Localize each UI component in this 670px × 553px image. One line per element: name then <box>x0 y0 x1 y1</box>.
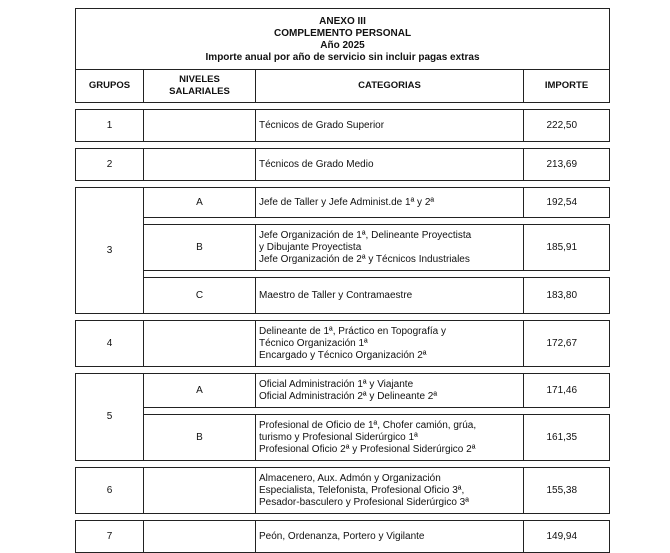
categoria-line: Técnicos de Grado Medio <box>259 158 374 170</box>
header-importe: IMPORTE <box>524 70 610 103</box>
nivel-cell: A <box>144 188 256 218</box>
spacer <box>76 103 610 110</box>
nivel-cell <box>144 521 256 553</box>
table-title <box>76 9 610 70</box>
importe-cell: 192,54 <box>524 188 610 218</box>
nivel-cell <box>144 321 256 367</box>
table-row <box>76 415 610 461</box>
importe-cell: 183,80 <box>524 278 610 314</box>
title-row <box>76 9 610 70</box>
categoria-cell <box>256 521 524 553</box>
importe-cell: 172,67 <box>524 321 610 367</box>
nivel-cell <box>144 468 256 514</box>
grupo-cell: 3 <box>76 188 144 314</box>
importe-cell: 185,91 <box>524 225 610 271</box>
categoria-line: Oficial Administración 1ª y Viajante <box>259 378 414 390</box>
header-niveles-line2: SALARIALES <box>169 86 230 97</box>
table-row <box>76 374 610 408</box>
annex-table-container <box>75 8 609 553</box>
spacer <box>76 514 610 521</box>
categoria-cell <box>256 278 524 314</box>
nivel-cell: B <box>144 225 256 271</box>
grupo-cell: 5 <box>76 374 144 461</box>
table-row <box>76 225 610 271</box>
grupo-cell: 2 <box>76 149 144 181</box>
importe-cell: 149,94 <box>524 521 610 553</box>
grupo-cell: 1 <box>76 110 144 142</box>
categoria-line: Jefe Organización de 2ª y Técnicos Industriales <box>259 253 470 265</box>
categoria-line: Profesional de Oficio de 1ª, Chofer camión, grúa, <box>259 419 477 431</box>
spacer <box>76 367 610 374</box>
categoria-cell <box>256 225 524 271</box>
annex-number: ANEXO III <box>319 16 366 27</box>
categoria-line: Especialista, Telefonista, Profesional Oficio 3ª, <box>259 484 465 496</box>
categoria-line: turismo y Profesional Siderúrgico 1ª <box>259 431 418 443</box>
table-row <box>76 149 610 181</box>
categoria-line: Encargado y Técnico Organización 2ª <box>259 349 427 361</box>
spacer <box>76 461 610 468</box>
table-row <box>76 321 610 367</box>
spacer <box>144 271 610 278</box>
importe-cell: 161,35 <box>524 415 610 461</box>
categoria-line: Jefe Organización de 1ª, Delineante Proyectista <box>259 229 472 241</box>
categoria-line: Delineante de 1ª, Práctico en Topografía y <box>259 325 446 337</box>
categoria-line: Técnico Organización 1ª <box>259 337 368 349</box>
table-row <box>76 110 610 142</box>
spacer <box>144 218 610 225</box>
header-niveles-line1: NIVELES <box>179 74 220 85</box>
categoria-line: Almacenero, Aux. Admón y Organización <box>259 472 441 484</box>
categoria-line: Técnicos de Grado Superior <box>259 119 385 131</box>
importe-cell: 213,69 <box>524 149 610 181</box>
categoria-line: Maestro de Taller y Contramaestre <box>259 289 413 301</box>
spacer <box>144 408 610 415</box>
grupo-cell: 6 <box>76 468 144 514</box>
categoria-line: Profesional Oficio 2ª y Profesional Siderúrgico 2ª <box>259 443 476 455</box>
nivel-cell <box>144 110 256 142</box>
importe-cell: 171,46 <box>524 374 610 408</box>
categoria-line: y Dibujante Proyectista <box>259 241 362 253</box>
spacer <box>76 181 610 188</box>
table-row <box>76 521 610 553</box>
categoria-line: Oficial Administración 2ª y Delineante 2ª <box>259 390 438 402</box>
header-grupos: GRUPOS <box>76 70 144 103</box>
column-header-row <box>76 70 610 103</box>
categoria-cell <box>256 415 524 461</box>
nivel-cell: C <box>144 278 256 314</box>
importe-cell: 155,38 <box>524 468 610 514</box>
annex-year: Año 2025 <box>320 40 365 51</box>
categoria-line: Peón, Ordenanza, Portero y Vigilante <box>259 530 425 542</box>
categoria-cell <box>256 321 524 367</box>
complemento-personal-table <box>75 8 610 553</box>
categoria-cell <box>256 374 524 408</box>
grupo-cell: 4 <box>76 321 144 367</box>
categoria-cell <box>256 149 524 181</box>
annex-subject: COMPLEMENTO PERSONAL <box>274 28 412 39</box>
annex-description: Importe anual por año de servicio sin incluir pagas extras <box>205 52 480 63</box>
spacer <box>76 314 610 321</box>
categoria-line: Pesador-basculero y Profesional Siderúrgico 3ª <box>259 496 469 508</box>
table-row <box>76 278 610 314</box>
header-niveles <box>144 70 256 103</box>
categoria-cell <box>256 468 524 514</box>
categoria-line: Jefe de Taller y Jefe Administ.de 1ª y 2ª <box>259 196 435 208</box>
importe-cell: 222,50 <box>524 110 610 142</box>
nivel-cell: A <box>144 374 256 408</box>
nivel-cell <box>144 149 256 181</box>
categoria-cell <box>256 188 524 218</box>
categoria-cell <box>256 110 524 142</box>
nivel-cell: B <box>144 415 256 461</box>
grupo-cell: 7 <box>76 521 144 553</box>
spacer <box>76 142 610 149</box>
table-row <box>76 188 610 218</box>
table-row <box>76 468 610 514</box>
header-categorias: CATEGORIAS <box>256 70 524 103</box>
